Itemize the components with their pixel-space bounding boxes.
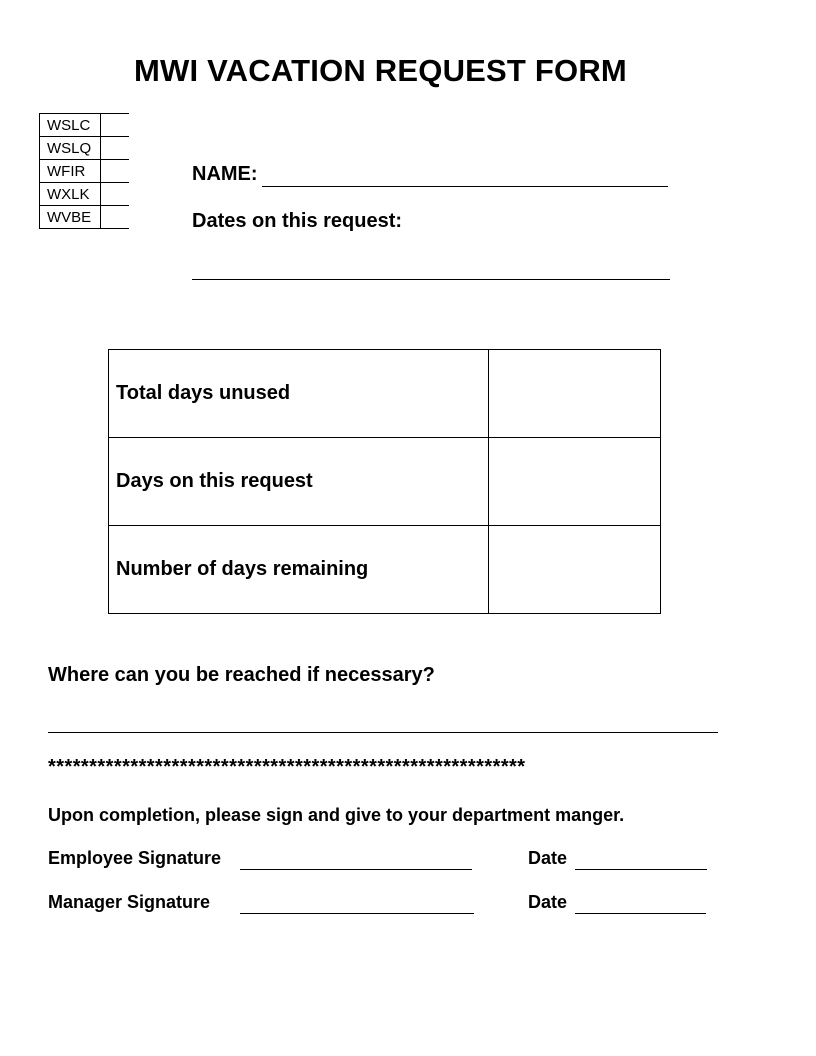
station-checkbox[interactable] [101, 183, 130, 206]
days-remaining-label: Number of days remaining [109, 526, 489, 614]
manager-signature-label: Manager Signature [48, 892, 211, 912]
station-code: WSLC [40, 114, 101, 137]
station-checkbox[interactable] [101, 206, 130, 229]
contact-label: Where can you be reached if necessary? [48, 664, 435, 686]
name-label: NAME: [192, 163, 258, 185]
manager-date-field[interactable] [575, 913, 706, 914]
station-row [40, 114, 130, 137]
station-row [40, 137, 130, 160]
station-code: WXLK [40, 183, 101, 206]
dates-label: Dates on this request: [192, 210, 403, 232]
separator: ********************************************************** [48, 756, 526, 778]
contact-field[interactable] [48, 732, 718, 733]
name-field[interactable] [262, 186, 668, 187]
employee-signature-field[interactable] [240, 869, 472, 870]
station-checkbox[interactable] [101, 114, 130, 137]
station-checkbox[interactable] [101, 160, 130, 183]
employee-date-label: Date [528, 848, 568, 868]
manager-signature-field[interactable] [240, 913, 474, 914]
station-checklist [39, 113, 129, 229]
station-row [40, 160, 130, 183]
table-row [109, 350, 661, 438]
employee-date-field[interactable] [575, 869, 707, 870]
station-row [40, 206, 130, 229]
station-checkbox[interactable] [101, 137, 130, 160]
days-summary-table [108, 349, 661, 614]
total-days-unused-label: Total days unused [109, 350, 489, 438]
manager-date-label: Date [528, 892, 568, 912]
days-on-request-field[interactable] [489, 438, 661, 526]
station-code: WVBE [40, 206, 101, 229]
form-title: MWI VACATION REQUEST FORM [134, 53, 627, 88]
employee-signature-label: Employee Signature [48, 848, 222, 868]
station-code: WFIR [40, 160, 101, 183]
table-row [109, 438, 661, 526]
instruction-text: Upon completion, please sign and give to your department manger. [48, 805, 625, 825]
table-row [109, 526, 661, 614]
total-days-unused-field[interactable] [489, 350, 661, 438]
dates-field[interactable] [192, 279, 670, 280]
station-row [40, 183, 130, 206]
days-remaining-field[interactable] [489, 526, 661, 614]
station-code: WSLQ [40, 137, 101, 160]
days-on-request-label: Days on this request [109, 438, 489, 526]
